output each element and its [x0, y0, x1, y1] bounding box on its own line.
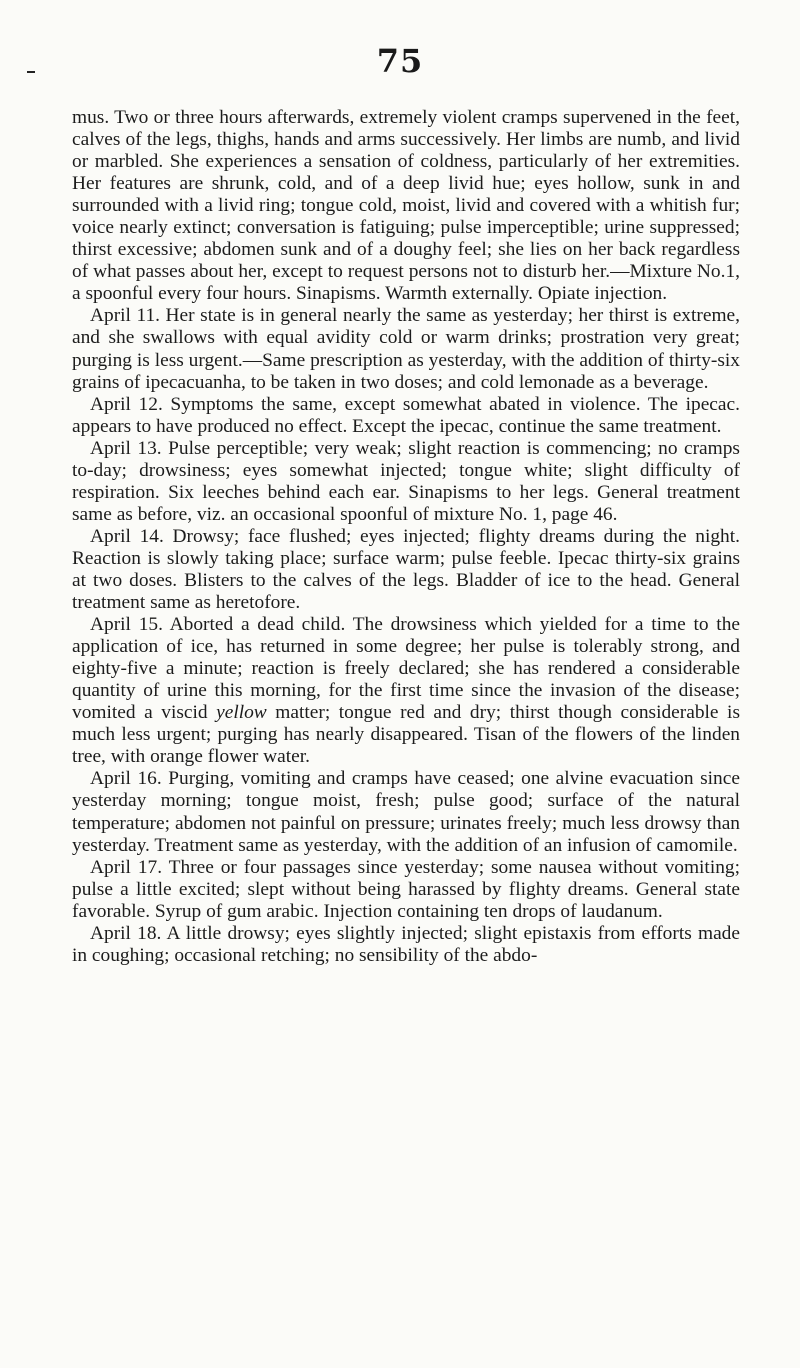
- body-text: [72, 107, 740, 967]
- entry-date: April 15.: [90, 614, 163, 636]
- paragraph-april-14: [72, 526, 740, 614]
- paragraph-text: mus. Two or three hours afterwards, extremely violent cramps supervened in the feet, calves of the legs, thighs, hands and arms successively. Her limbs are numb, and livid or marbled. She experiences a sensation of coldness, particularly of her extremities. Her features are shrunk, cold, and of a deep livid hue; eyes hollow, sunk in and surrounded with a livid ring; tongue cold, moist, livid and covered with a whitish fur; voice nearly extinct; conversation is fatiguing; pulse imperceptible; urine suppressed; thirst excessive; abdomen sunk and of a doughy feel; she lies on her back regardless of what passes about her, except to request persons not to disturb her.—Mixture No.1, a spoonful every four hours. Sinapisms. Warmth externally. Opiate injection.: [72, 107, 740, 305]
- paragraph-text: Three or four passages since yesterday; some nausea without vomiting; pulse a little excited; slept without being harassed by flighty dreams. General state favorable. Syrup of gum arabic. Injection containing ten drops of laudanum.: [72, 856, 740, 922]
- paragraph-text: Purging, vomiting and cramps have ceased; one alvine evacuation since yesterday morning; tongue moist, fresh; pulse good; surface of the natural temperature; abdomen not painful on pressure; urinates freely; much less drowsy than yesterday. Treatment same as yesterday, with the addition of an infusion of camomile.: [72, 768, 740, 856]
- paragraph-april-17: [72, 857, 740, 923]
- paragraph-april-18: [72, 923, 740, 967]
- paragraph-continuation: [72, 107, 740, 305]
- entry-date: April 17.: [90, 856, 163, 878]
- entry-date: April 13.: [90, 437, 162, 459]
- emphasized-word: yellow: [216, 702, 267, 724]
- paragraph-text: Pulse perceptible; very weak; slight reaction is commencing; no cramps to-day; drowsiness; eyes somewhat injected; tongue white; slight difficulty of respiration. Six leeches behind each ear. Sinapisms to her legs. General treatment same as before, viz. an occasional spoonful of mixture No. 1, page 46.: [72, 437, 740, 525]
- entry-date: April 16.: [90, 768, 162, 790]
- entry-date: April 11.: [90, 305, 160, 327]
- paragraph-text: Drowsy; face flushed; eyes injected; flighty dreams during the night. Reaction is slowly taking place; surface warm; pulse feeble. Ipecac thirty-six grains at two doses. Blisters to the calves of the legs. Bladder of ice to the head. General treatment same as heretofore.: [72, 525, 740, 614]
- paragraph-april-13: [72, 438, 740, 526]
- entry-date: April 12.: [90, 393, 163, 415]
- entry-date: April 14.: [90, 525, 164, 547]
- entry-date: April 18.: [90, 922, 162, 944]
- paragraph-text: Her state is in general nearly the same as yesterday; her thirst is extreme, and she swallows with equal avidity cold or warm drinks; prostration very great; purging is less urgent.—Same prescription as yesterday, with the addition of thirty-six grains of ipecacuanha, to be taken in two doses; and cold lemonade as a beverage.: [72, 305, 740, 393]
- paragraph-text: A little drowsy; eyes slightly injected; slight epistaxis from efforts made in coughing; occasional retching; no sensibility of the abdo-: [72, 922, 740, 966]
- page-number: 75: [376, 42, 424, 80]
- paragraph-text: matter; tongue red and dry; thirst though considerable is much less urgent; purging has nearly disappeared. Tisan of the flowers of the linden tree, with orange flower water.: [72, 702, 740, 768]
- paragraph-april-16: [72, 768, 740, 856]
- paragraph-text: Aborted a dead child. The drowsiness which yielded for a time to the application of ice, has returned in some degree; her pulse is tolerably strong, and eighty-five a minute; reaction is freely declared; she has rendered a considerable quantity of urine this morning, for the first time since the invasion of the disease; vomited a viscid: [72, 614, 740, 724]
- paragraph-april-11: [72, 305, 740, 393]
- paragraph-text: Symptoms the same, except somewhat abated in violence. The ipecac. appears to have produced no effect. Except the ipecac, continue the same treatment.: [72, 393, 740, 437]
- paragraph-april-12: [72, 394, 740, 438]
- paragraph-april-15: [72, 614, 740, 768]
